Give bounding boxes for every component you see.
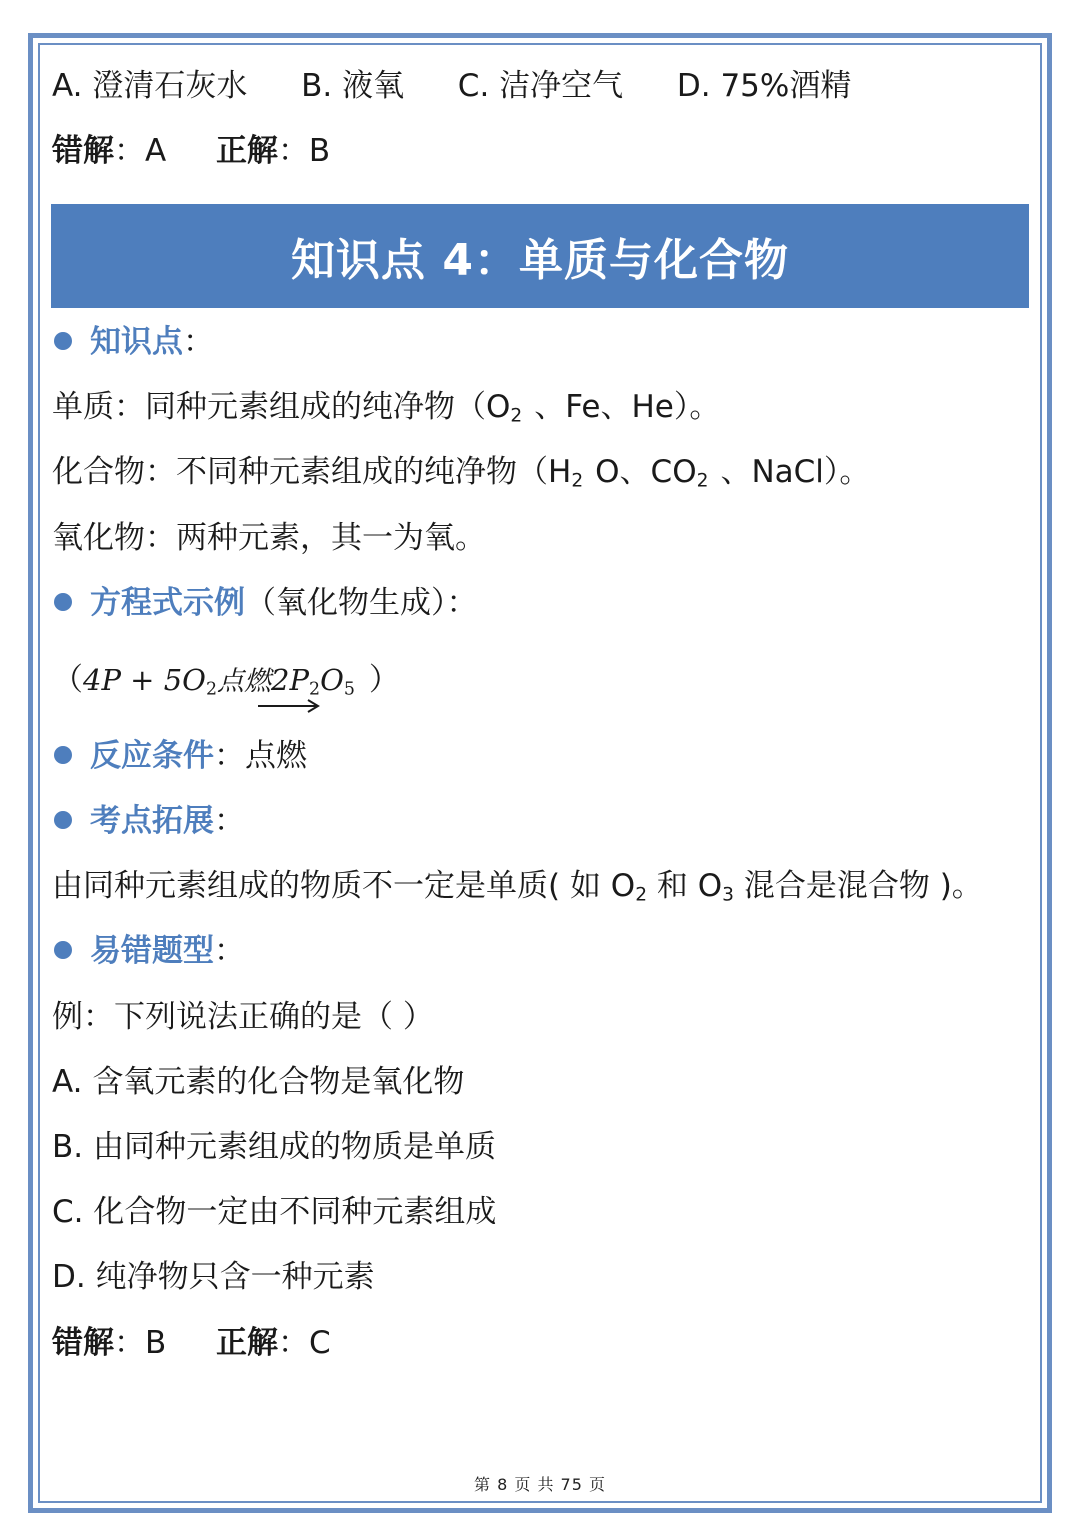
knowledge-label: 知识点 — [90, 324, 183, 360]
bullet-icon — [54, 332, 72, 350]
subscript: 2 — [205, 679, 218, 700]
bullet-icon — [54, 941, 72, 959]
option-b: B. 液氧 — [301, 68, 405, 104]
definition-element — [52, 387, 720, 427]
answer-bottom — [52, 1323, 331, 1363]
option-c: C. 洁净空气 — [457, 68, 624, 104]
extension-text-b: 和 O — [647, 868, 723, 904]
equation-close-paren: ） — [368, 662, 400, 698]
section-banner — [51, 204, 1029, 308]
mistake-colon: ： — [214, 933, 245, 969]
knowledge-heading — [52, 322, 214, 362]
equation-label: 方程式示例 — [90, 585, 245, 621]
reaction-label: 反应条件 — [90, 738, 214, 774]
extension-text — [52, 866, 983, 906]
wrong-answer-label: 错解 — [52, 1325, 114, 1361]
equation-condition: 点燃 — [217, 666, 272, 697]
extension-label: 考点拓展 — [90, 803, 214, 839]
extension-colon: ： — [214, 803, 245, 839]
question-option-b: B. 由同种元素组成的物质是单质 — [52, 1129, 496, 1165]
definition-element-text: 单质：同种元素组成的纯净物（O — [52, 389, 511, 425]
right-answer-label: 正解 — [216, 1325, 278, 1361]
bullet-icon — [54, 593, 72, 611]
wrong-answer-value: ：A — [114, 133, 167, 169]
question-option-c: C. 化合物一定由不同种元素组成 — [52, 1194, 497, 1230]
subscript: 2 — [696, 470, 709, 492]
subscript: 5 — [343, 679, 355, 700]
section-title: 知识点 4：单质与化合物 — [291, 235, 789, 286]
mistake-heading — [52, 931, 245, 971]
answer-top — [52, 131, 330, 171]
option-d: D. 75%酒精 — [676, 68, 852, 104]
definition-compound-text: 化合物：不同种元素组成的纯净物（H — [52, 454, 572, 490]
knowledge-colon: ： — [183, 324, 214, 360]
right-answer-value: ：B — [277, 133, 331, 169]
mistake-label: 易错题型 — [90, 933, 214, 969]
right-answer-label: 正解 — [215, 133, 278, 169]
wrong-answer-value: ：B — [114, 1325, 167, 1361]
equation-open-paren: （ — [52, 662, 83, 698]
page-footer: 第 8 页 共 75 页 — [474, 1475, 606, 1494]
wrong-answer-label: 错解 — [52, 133, 114, 169]
equation-note: （氧化物生成）： — [245, 585, 478, 621]
question-option-d: D. 纯净物只含一种元素 — [52, 1259, 375, 1295]
definition-element-text-end: 、Fe、He）。 — [534, 389, 721, 425]
question-option-a: A. 含氧元素的化合物是氧化物 — [52, 1064, 465, 1100]
definition-compound-text-end: 、NaCl）。 — [720, 454, 871, 490]
subscript: 2 — [571, 470, 584, 492]
subscript: 2 — [635, 884, 648, 906]
definition-compound-text-mid: O、CO — [595, 454, 697, 490]
equation-lhs — [83, 663, 218, 700]
extension-text-c: 混合是混合物 )。 — [734, 868, 983, 904]
extension-heading — [52, 801, 245, 841]
options-top — [52, 66, 851, 106]
reaction-value: ：点燃 — [214, 738, 307, 774]
reaction-condition — [52, 736, 307, 776]
equation-lhs-text: 4P + 5O — [83, 663, 206, 697]
equation-rhs — [271, 663, 355, 700]
right-answer-value: ：C — [278, 1325, 331, 1361]
equation-heading — [52, 583, 478, 623]
bullet-icon — [54, 746, 72, 764]
definition-compound — [52, 452, 870, 492]
option-a: A. 澄清石灰水 — [52, 68, 248, 104]
extension-text-a: 由同种元素组成的物质不一定是单质( 如 O — [52, 868, 636, 904]
chemical-equation — [52, 650, 452, 720]
equation-rhs-text: 2P — [271, 663, 309, 697]
reaction-arrow-icon — [258, 694, 320, 718]
equation-rhs-mid: O — [320, 663, 344, 697]
question-text: 例：下列说法正确的是（ ） — [52, 999, 434, 1035]
subscript: 2 — [510, 405, 523, 427]
definition-oxide: 氧化物：两种元素，其一为氧。 — [52, 520, 486, 556]
subscript: 2 — [308, 679, 321, 700]
bullet-icon — [54, 811, 72, 829]
subscript: 3 — [722, 884, 734, 906]
